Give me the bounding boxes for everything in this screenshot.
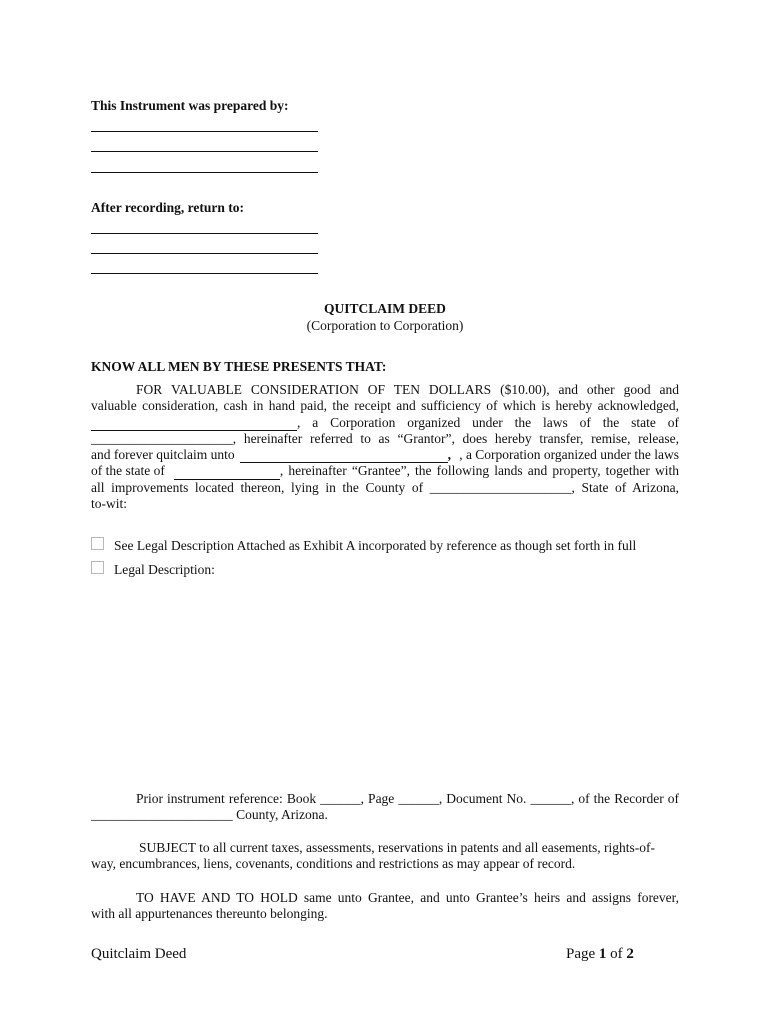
deed-subtitle: (Corporation to Corporation) (306, 318, 464, 333)
prepared-by-label: This Instrument was prepared by: (91, 98, 289, 113)
return-to-line-1[interactable] (91, 233, 318, 234)
legal-description-checkbox[interactable] (91, 561, 104, 574)
consideration-line-7: all improvements located thereon, lying in the County of _____________________, State of Arizona, (91, 479, 679, 495)
footer-page-number: Page 1 of 2 (566, 946, 634, 962)
return-to-line-3[interactable] (91, 273, 318, 274)
consideration-paragraph (91, 382, 679, 512)
prior-instrument-line-2: _____________________ County, Arizona. (91, 807, 328, 823)
subject-to-line-1: SUBJECT to all current taxes, assessments, reservations in patents and all easements, rights-of- (139, 840, 656, 855)
exhibit-a-checkbox[interactable] (91, 537, 104, 550)
prepared-by-line-3[interactable] (91, 172, 318, 173)
total-pages: 2 (626, 946, 634, 962)
consideration-line-1: FOR VALUABLE CONSIDERATION OF TEN DOLLARS ($10.00), and other good and (136, 382, 679, 397)
consideration-line-3: , a Corporation organized under the laws of the state of (91, 415, 679, 431)
grantee-state-blank[interactable] (174, 467, 280, 480)
prepared-by-line-2[interactable] (91, 151, 318, 152)
return-to-label: After recording, return to: (91, 200, 244, 215)
exhibit-a-label: See Legal Description Attached as Exhibit A incorporated by reference as though set forth in full (114, 538, 637, 553)
consideration-line-6: of the state of , hereinafter “Grantee”, the following lands and property, together with (91, 463, 679, 479)
consideration-line-4: _____________________, hereinafter referred to as “Grantor”, does hereby transfer, remise, release, (91, 430, 679, 446)
consideration-line-8: to-wit: (91, 496, 127, 512)
consideration-line-2: valuable consideration, cash in hand paid, the receipt and sufficiency of which is hereby acknowledged, (91, 398, 679, 414)
footer-doc-title: Quitclaim Deed (91, 946, 187, 962)
return-to-line-2[interactable] (91, 253, 318, 254)
prepared-by-line-1[interactable] (91, 131, 318, 132)
consideration-line-5: and forever quitclaim unto , , a Corporation organized under the laws (91, 447, 679, 463)
subject-to-line-2: way, encumbrances, liens, covenants, conditions and restrictions as may appear of record. (91, 856, 576, 872)
know-all-heading: KNOW ALL MEN BY THESE PRESENTS THAT: (91, 359, 387, 374)
prior-instrument-paragraph (91, 791, 679, 824)
grantor-name-blank[interactable] (91, 418, 297, 431)
habendum-line-2: with all appurtenances thereunto belonging. (91, 906, 328, 922)
prior-instrument-line-1: Prior instrument reference: Book ______, Page ______, Document No. ______, of the Recorder of (136, 791, 679, 806)
deed-title: QUITCLAIM DEED (324, 301, 446, 316)
subject-to-paragraph (91, 840, 679, 873)
grantee-name-blank[interactable] (240, 450, 448, 463)
current-page: 1 (598, 946, 607, 962)
habendum-paragraph (91, 890, 679, 923)
habendum-line-1: TO HAVE AND TO HOLD same unto Grantee, and unto Grantee’s heirs and assigns forever, (136, 890, 679, 905)
legal-description-label: Legal Description: (114, 562, 215, 577)
